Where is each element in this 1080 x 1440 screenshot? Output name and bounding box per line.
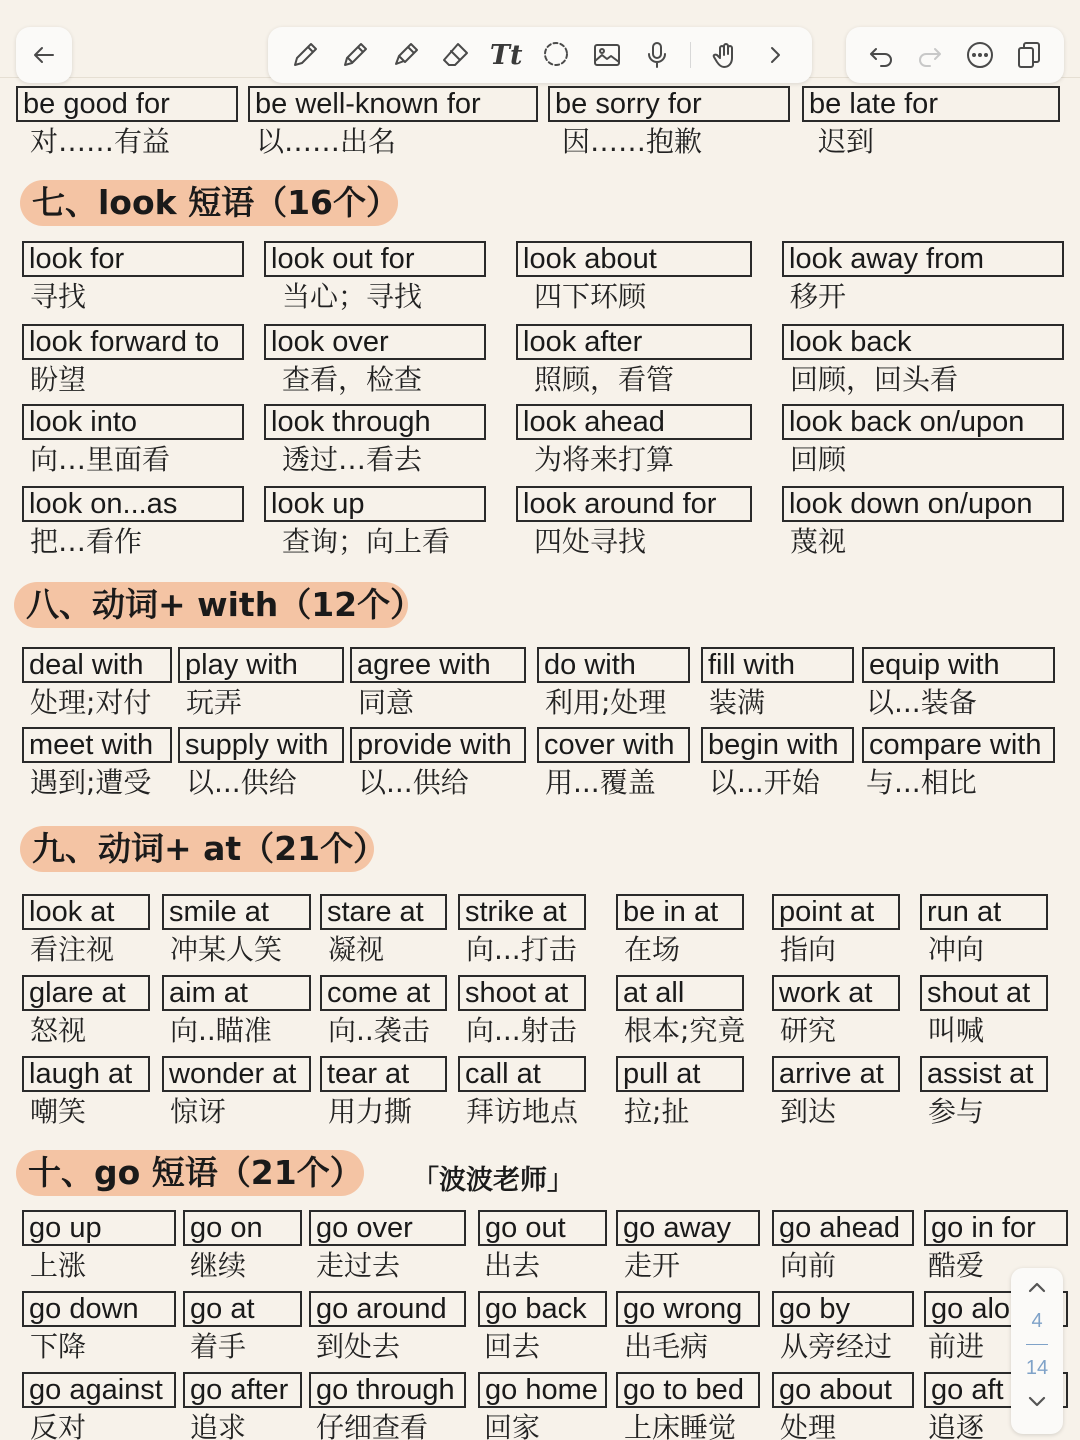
phrase-english: laugh at: [22, 1056, 150, 1092]
section-header: 十、go 短语（21个）: [16, 1150, 364, 1196]
phrase-chinese: 指向: [780, 933, 837, 966]
phrase-chinese: 反对: [30, 1411, 87, 1440]
phrase-chinese: 查看，检查: [282, 363, 423, 396]
lasso-icon[interactable]: [539, 38, 573, 72]
phrase-english: go down: [22, 1291, 176, 1327]
phrase-english: go back: [478, 1291, 607, 1327]
section-header: 八、动词+ with（12个）: [14, 582, 408, 628]
phrase-english: at all: [616, 975, 744, 1011]
phrase-english: smile at: [162, 894, 311, 930]
more-icon[interactable]: [963, 38, 997, 72]
phrase-chinese: 移开: [790, 280, 847, 313]
phrase-english: equip with: [862, 647, 1055, 683]
phrase-chinese: 利用;处理: [545, 686, 667, 719]
chevron-right-icon[interactable]: [758, 38, 792, 72]
phrase-english: glare at: [22, 975, 150, 1011]
phrase-chinese: 出去: [484, 1249, 541, 1282]
phrase-chinese: 凝视: [328, 933, 385, 966]
phrase-chinese: 四下环顾: [534, 280, 647, 313]
phrase-chinese: 拜访地点: [466, 1095, 579, 1128]
phrase-english: work at: [772, 975, 900, 1011]
phrase-english: look after: [516, 324, 752, 360]
eraser-icon[interactable]: [439, 38, 473, 72]
phrase-english: go over: [309, 1210, 466, 1246]
undo-icon[interactable]: [864, 38, 898, 72]
phrase-english: go to bed: [616, 1372, 760, 1408]
phrase-english: look around for: [516, 486, 752, 522]
phrase-chinese: 盼望: [30, 363, 87, 396]
phrase-english: look back on/upon: [782, 404, 1064, 440]
phrase-english: look into: [22, 404, 244, 440]
phrase-chinese: 向…里面看: [30, 443, 171, 476]
phrase-chinese: 冲向: [928, 933, 985, 966]
phrase-chinese: 当心；寻找: [282, 280, 423, 313]
phrase-chinese: 对……有益: [30, 125, 171, 158]
phrase-english: go wrong: [616, 1291, 760, 1327]
phrase-chinese: 拉;扯: [624, 1095, 690, 1128]
phrase-english: pull at: [616, 1056, 744, 1092]
phrase-english: look forward to: [22, 324, 244, 360]
phrase-chinese: 上涨: [30, 1249, 87, 1282]
phrase-english: be in at: [616, 894, 744, 930]
phrase-chinese: 回家: [484, 1411, 541, 1440]
phrase-chinese: 怒视: [30, 1014, 87, 1047]
phrase-chinese: 回顾: [790, 443, 847, 476]
phrase-english: deal with: [22, 647, 172, 683]
phrase-english: meet with: [22, 727, 172, 763]
back-arrow-icon: [27, 38, 61, 72]
phrase-english: go in for: [924, 1210, 1068, 1246]
phrase-chinese: 向...打击: [466, 933, 577, 966]
phrase-english: aim at: [162, 975, 311, 1011]
phrase-chinese: 迟到: [818, 125, 875, 158]
hand-gesture-icon[interactable]: [708, 38, 742, 72]
section-header: 七、look 短语（16个）: [20, 180, 398, 226]
phrase-chinese: 酷爱: [928, 1249, 985, 1282]
toolbar-separator: [690, 42, 691, 68]
phrase-chinese: 遇到;遭受: [30, 766, 152, 799]
phrase-english: do with: [537, 647, 690, 683]
phrase-chinese: 到处去: [316, 1330, 401, 1363]
phrase-english: go at: [183, 1291, 302, 1327]
phrase-chinese: 回顾，回头看: [790, 363, 959, 396]
phrase-chinese: 追逐: [928, 1411, 985, 1440]
phrase-english: look back: [782, 324, 1064, 360]
phrase-english: go ahead: [772, 1210, 914, 1246]
phrase-chinese: 处理: [780, 1411, 837, 1440]
phrase-chinese: 走开: [624, 1249, 681, 1282]
document-actions: [846, 27, 1064, 83]
phrase-chinese: 到达: [780, 1095, 837, 1128]
phrase-english: go against: [22, 1372, 176, 1408]
phrase-english: look through: [264, 404, 486, 440]
phrase-english: run at: [920, 894, 1048, 930]
phrase-english: look on...as: [22, 486, 244, 522]
image-icon[interactable]: [590, 38, 624, 72]
phrase-english: provide with: [350, 727, 526, 763]
phrase-english: compare with: [862, 727, 1055, 763]
phrase-english: point at: [772, 894, 900, 930]
phrase-english: be late for: [802, 86, 1060, 122]
phrase-english: look for: [22, 241, 244, 277]
phrase-english: assist at: [920, 1056, 1048, 1092]
phrase-english: look down on/upon: [782, 486, 1064, 522]
phrase-chinese: 出毛病: [624, 1330, 709, 1363]
phrase-chinese: 以...装备: [866, 686, 977, 719]
phrase-english: look out for: [264, 241, 486, 277]
phrase-chinese: 因……抱歉: [562, 125, 703, 158]
chevron-down-icon[interactable]: [1011, 1381, 1063, 1421]
phrase-english: begin with: [701, 727, 854, 763]
phrase-chinese: 同意: [358, 686, 415, 719]
phrase-chinese: 向..袭击: [328, 1014, 430, 1047]
phrase-english: go around: [309, 1291, 466, 1327]
phrase-english: look ahead: [516, 404, 752, 440]
phrase-english: look up: [264, 486, 486, 522]
phrase-english: go through: [309, 1372, 466, 1408]
phrase-english: be well-known for: [248, 86, 538, 122]
phrase-english: look at: [22, 894, 150, 930]
phrase-chinese: 把…看作: [30, 525, 143, 558]
phrase-chinese: 以...开始: [709, 766, 820, 799]
phrase-chinese: 下降: [30, 1330, 87, 1363]
phrase-chinese: 蔑视: [790, 525, 847, 558]
phrase-chinese: 上床睡觉: [624, 1411, 737, 1440]
phrase-english: strike at: [458, 894, 586, 930]
phrase-chinese: 追求: [190, 1411, 247, 1440]
phrase-english: be sorry for: [548, 86, 790, 122]
phrase-english: go away: [616, 1210, 760, 1246]
phrase-chinese: 照顾，看管: [534, 363, 675, 396]
phrase-chinese: 向..瞄准: [170, 1014, 272, 1047]
phrase-chinese: 仔细查看: [316, 1411, 429, 1440]
phrase-chinese: 在场: [624, 933, 681, 966]
pages-icon[interactable]: [1012, 38, 1046, 72]
phrase-chinese: 向...射击: [466, 1014, 577, 1047]
phrase-english: tear at: [320, 1056, 447, 1092]
phrase-chinese: 四处寻找: [534, 525, 647, 558]
phrase-chinese: 回去: [484, 1330, 541, 1363]
section-header: 九、动词+ at（21个）: [20, 826, 374, 872]
phrase-chinese: 用力撕: [328, 1095, 413, 1128]
phrase-english: go out: [478, 1210, 607, 1246]
phrase-english: go home: [478, 1372, 607, 1408]
phrase-english: go on: [183, 1210, 302, 1246]
text-tool-icon[interactable]: Tt: [489, 39, 523, 71]
phrase-english: go by: [772, 1291, 914, 1327]
phrase-chinese: 继续: [190, 1249, 247, 1282]
phrase-english: go about: [772, 1372, 914, 1408]
phrase-english: wonder at: [162, 1056, 311, 1092]
phrase-chinese: 处理;对付: [30, 686, 152, 719]
current-page-number: 4: [1031, 1310, 1043, 1332]
phrase-english: be good for: [16, 86, 238, 122]
phrase-chinese: 查询；向上看: [282, 525, 451, 558]
pen-icon[interactable]: [288, 38, 322, 72]
phrase-chinese: 与...相比: [866, 766, 977, 799]
phrase-chinese: 冲某人笑: [170, 933, 283, 966]
highlighter-icon[interactable]: [389, 38, 423, 72]
phrase-english: arrive at: [772, 1056, 900, 1092]
author-signature: 「波波老师」: [412, 1165, 574, 1196]
phrase-english: come at: [320, 975, 447, 1011]
pencil-icon[interactable]: [338, 38, 372, 72]
page-navigator: [1011, 1268, 1063, 1434]
phrase-chinese: 叫喊: [928, 1014, 985, 1047]
phrase-chinese: 惊讶: [170, 1095, 227, 1128]
phrase-chinese: 参与: [928, 1095, 985, 1128]
phrase-english: cover with: [537, 727, 690, 763]
phrase-english: agree with: [350, 647, 526, 683]
phrase-chinese: 着手: [190, 1330, 247, 1363]
phrase-chinese: 前进: [928, 1330, 985, 1363]
phrase-english: look away from: [782, 241, 1064, 277]
phrase-chinese: 装满: [709, 686, 766, 719]
microphone-icon[interactable]: [640, 38, 674, 72]
phrase-chinese: 嘲笑: [30, 1095, 87, 1128]
total-pages-number: 14: [1025, 1357, 1049, 1379]
phrase-english: go after: [183, 1372, 302, 1408]
phrase-english: shout at: [920, 975, 1048, 1011]
phrase-english: go aft: [924, 1372, 1068, 1408]
drawing-toolbar: [268, 27, 812, 83]
redo-icon[interactable]: [913, 38, 947, 72]
phrase-english: supply with: [178, 727, 344, 763]
phrase-chinese: 走过去: [316, 1249, 401, 1282]
phrase-english: shoot at: [458, 975, 586, 1011]
phrase-chinese: 根本;究竟: [624, 1014, 746, 1047]
phrase-chinese: 从旁经过: [780, 1330, 893, 1363]
phrase-chinese: 研究: [780, 1014, 837, 1047]
phrase-english: look over: [264, 324, 486, 360]
phrase-chinese: 为将来打算: [534, 443, 675, 476]
phrase-english: stare at: [320, 894, 447, 930]
phrase-chinese: 用...覆盖: [545, 766, 656, 799]
phrase-english: call at: [458, 1056, 586, 1092]
back-button[interactable]: [16, 27, 72, 83]
phrase-chinese: 透过…看去: [282, 443, 423, 476]
phrase-chinese: 以...供给: [186, 766, 297, 799]
phrase-english: play with: [178, 647, 344, 683]
phrase-english: go up: [22, 1210, 176, 1246]
page-divider: [1026, 1344, 1048, 1345]
phrase-chinese: 寻找: [30, 280, 87, 313]
phrase-english: look about: [516, 241, 752, 277]
phrase-chinese: 以……出名: [256, 125, 397, 158]
phrase-chinese: 向前: [780, 1249, 837, 1282]
phrase-chinese: 以...供给: [358, 766, 469, 799]
phrase-chinese: 看注视: [30, 933, 115, 966]
phrase-english: fill with: [701, 647, 854, 683]
phrase-chinese: 玩弄: [186, 686, 243, 719]
chevron-up-icon[interactable]: [1011, 1268, 1063, 1308]
phrase-english: go alo: [924, 1291, 1068, 1327]
